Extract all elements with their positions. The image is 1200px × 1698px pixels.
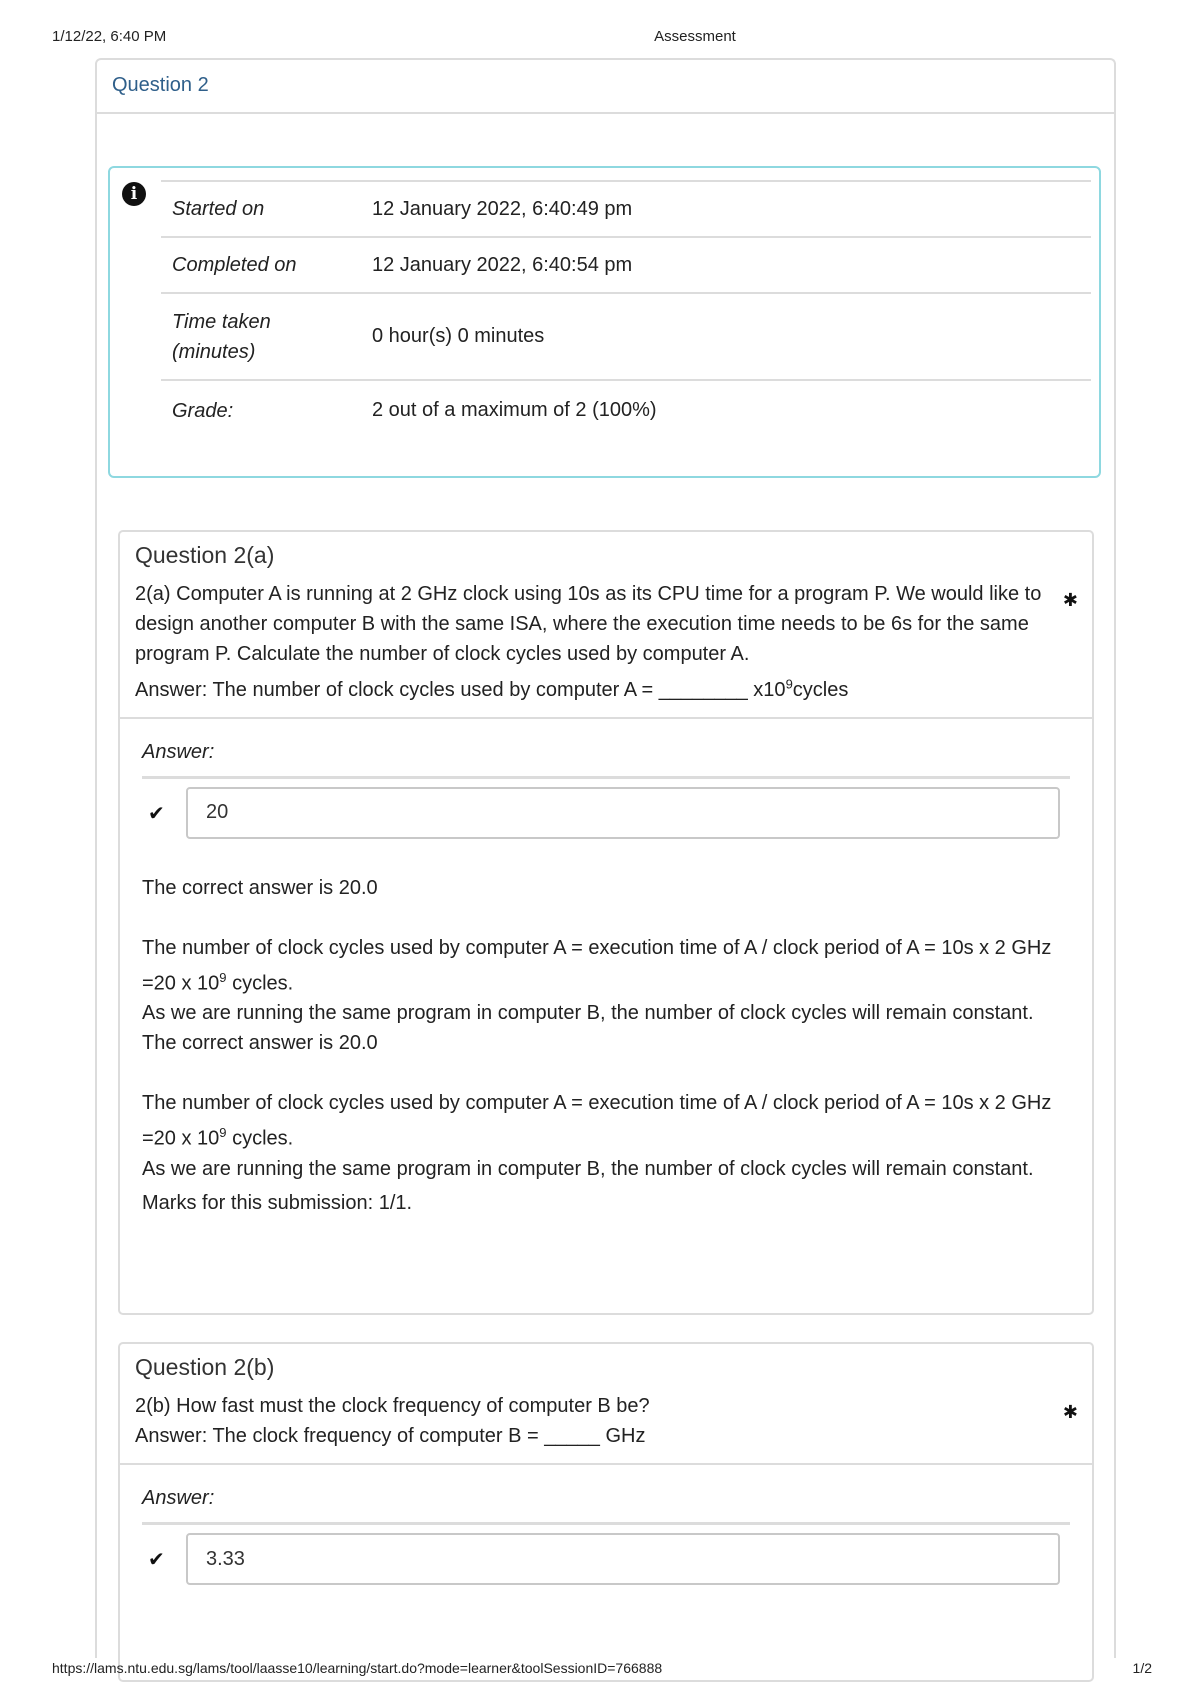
attempt-info-box — [108, 166, 1101, 478]
panel-heading: Question 2 — [97, 60, 1114, 114]
correct-answer-text: The correct answer is 20.0 — [142, 1032, 378, 1055]
question-text — [135, 579, 1077, 705]
info-value: 12 January 2022, 6:40:49 pm — [372, 197, 633, 220]
answer-prompt: Answer: The clock frequency of computer B = _____ GHz — [135, 1425, 646, 1447]
question-statement: 2(a) Computer A is running at 2 GHz clock using 10s as its CPU time for a program P. We would like to design another computer B with the same ISA, where the execution time needs to be 6s for the same program P. Calculate the number of clock cycles used by computer A. — [135, 583, 1042, 665]
question-2b-header — [120, 1344, 1092, 1465]
answer-prompt-unit: cycles — [792, 678, 849, 701]
exponent: 9 — [219, 1125, 227, 1141]
marks-text: Marks for this submission: 1/1. — [142, 1191, 413, 1214]
explanation-text — [142, 933, 1070, 999]
page-url: https://lams.ntu.edu.sg/lams/tool/laasse10/learning/start.do?mode=learner&toolSessionID=766888 — [52, 1660, 663, 1676]
question-2a-header — [120, 532, 1092, 719]
info-value: 2 out of a maximum of 2 (100%) — [372, 399, 657, 421]
print-footer — [0, 1660, 1200, 1680]
question-2b-body — [120, 1465, 1092, 1591]
page-number: 1/2 — [1132, 1660, 1152, 1676]
answer-row — [142, 1533, 1070, 1591]
print-header — [0, 28, 1200, 48]
info-row-started — [161, 181, 1091, 237]
remain-text: As we are running the same program in computer B, the number of clock cycles will remain constant. — [142, 1157, 1034, 1180]
remain-text: As we are running the same program in computer B, the number of clock cycles will remain constant. — [142, 1002, 1034, 1025]
info-label: Started on — [172, 198, 265, 220]
question-2-panel — [95, 58, 1116, 1658]
info-value: 0 hour(s) 0 minutes — [372, 325, 545, 347]
attempt-info-table — [161, 180, 1091, 440]
exponent: 9 — [219, 969, 227, 985]
question-2a-body — [120, 719, 1092, 1215]
explanation-unit: cycles. — [226, 1127, 294, 1150]
info-icon: i — [122, 182, 146, 206]
answer-label: Answer: — [142, 741, 1070, 779]
answer-prompt — [135, 676, 849, 701]
explanation-main: The number of clock cycles used by computer A = execution time of A / clock period of A = 10s x 2 GHz =20 x 10 — [142, 1092, 1052, 1150]
question-2a-panel — [118, 530, 1094, 1315]
print-datetime: 1/12/22, 6:40 PM — [52, 28, 167, 45]
check-icon: ✔ — [148, 1549, 165, 1571]
feedback — [142, 873, 1070, 1184]
print-title: Assessment — [654, 28, 736, 45]
answer-label: Answer: — [142, 1487, 1070, 1525]
exponent: 9 — [785, 676, 793, 691]
info-row-completed — [161, 237, 1091, 293]
question-2b-panel — [118, 1342, 1094, 1682]
info-label: Completed on — [172, 254, 297, 276]
info-value: 12 January 2022, 6:40:54 pm — [372, 253, 633, 276]
answer-input[interactable] — [186, 1533, 1060, 1585]
check-icon: ✔ — [148, 802, 165, 825]
info-label: Time taken (minutes) — [172, 310, 271, 363]
question-title: Question 2(b) — [135, 1354, 275, 1380]
info-label: Grade: — [172, 399, 234, 422]
info-row-time-taken — [161, 293, 1091, 380]
answer-input[interactable] — [186, 787, 1060, 839]
answer-prompt-text: Answer: The number of clock cycles used by computer A = ________ x10 — [135, 678, 786, 701]
explanation-unit: cycles. — [226, 972, 294, 995]
question-statement: 2(b) How fast must the clock frequency of computer B be? — [135, 1395, 650, 1417]
question-title: Question 2(a) — [135, 542, 275, 568]
answer-row — [142, 787, 1070, 845]
correct-answer-text: The correct answer is 20.0 — [142, 876, 378, 899]
info-row-grade — [161, 380, 1091, 440]
question-text — [135, 1391, 1077, 1451]
explanation-main: The number of clock cycles used by computer A = execution time of A / clock period of A = 10s x 2 GHz =20 x 10 — [142, 936, 1052, 995]
required-star-icon: ✱ — [1062, 1402, 1078, 1422]
required-star-icon: ✱ — [1062, 590, 1078, 610]
explanation-text — [142, 1088, 1070, 1154]
